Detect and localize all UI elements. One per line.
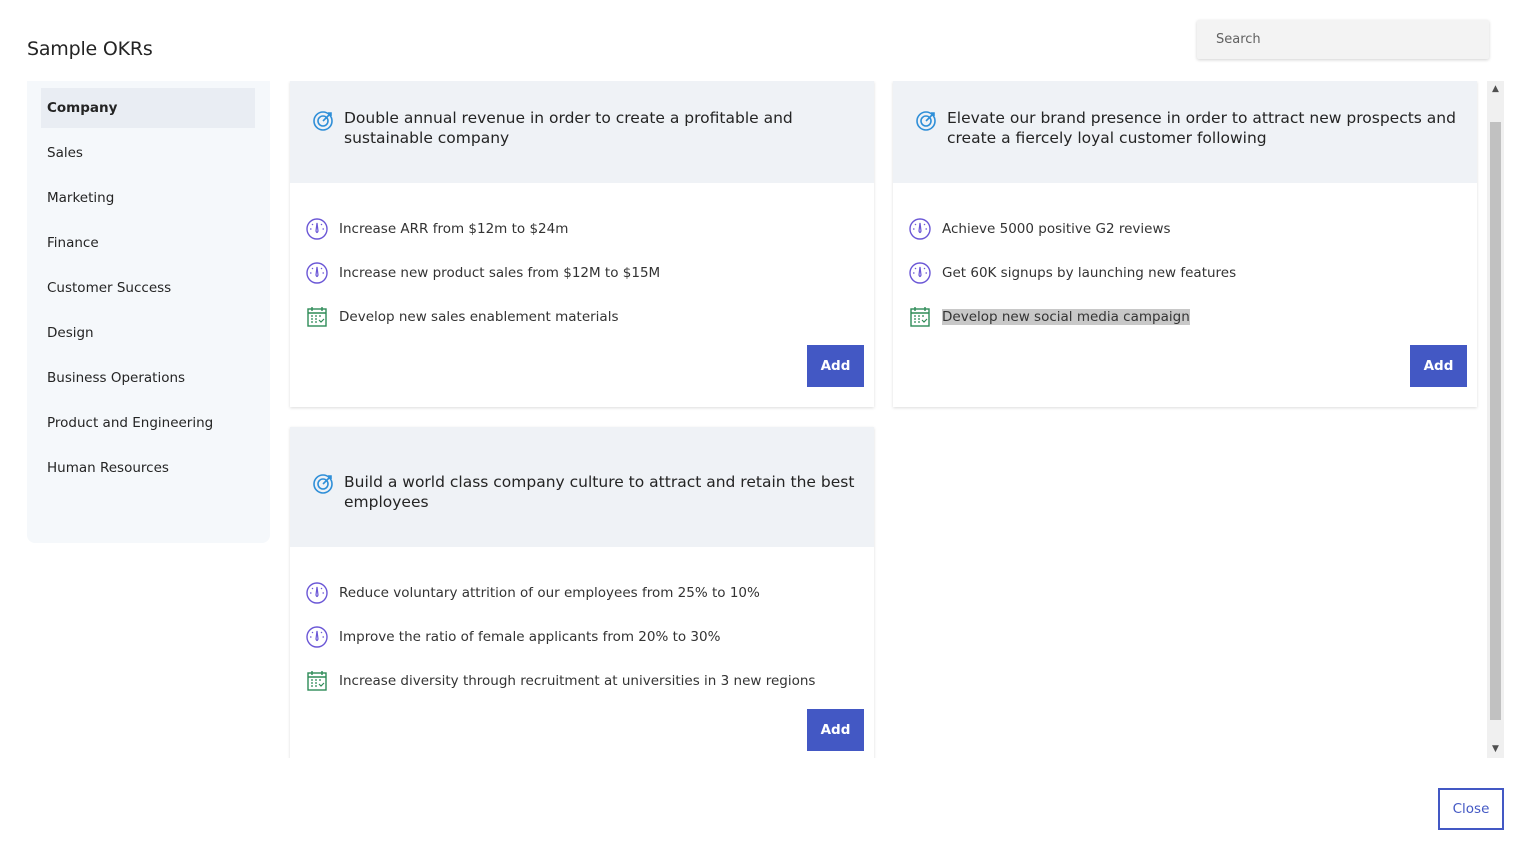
sidebar-item-marketing[interactable]: Marketing [47, 190, 115, 206]
gauge-icon [305, 261, 329, 285]
key-result-item [305, 581, 760, 605]
sidebar-item-design[interactable]: Design [47, 325, 94, 341]
key-result-item [305, 669, 815, 693]
scroll-down-arrow-icon[interactable]: ▼ [1492, 744, 1499, 754]
key-result-item [305, 305, 619, 329]
card-header [290, 427, 874, 547]
scroll-up-arrow-icon[interactable]: ▲ [1492, 84, 1499, 94]
add-button[interactable]: Add [807, 345, 864, 387]
target-icon [311, 109, 335, 133]
category-sidebar [27, 81, 270, 543]
calendar-icon [305, 305, 329, 329]
key-result-item [908, 261, 1236, 285]
key-result-text: Develop new sales enablement materials [339, 309, 619, 325]
key-result-text: Develop new social media campaign [942, 309, 1190, 325]
key-result-text: Achieve 5000 positive G2 reviews [942, 221, 1171, 237]
okr-cards-area [285, 81, 1489, 758]
sidebar-item-customer-success[interactable]: Customer Success [47, 280, 172, 296]
card-header [893, 81, 1477, 183]
key-result-item [908, 305, 1190, 329]
add-button[interactable]: Add [807, 709, 864, 751]
okr-card [893, 81, 1477, 407]
key-result-item [908, 217, 1171, 241]
add-button[interactable]: Add [1410, 345, 1467, 387]
sidebar-item-company[interactable]: Company [41, 88, 255, 128]
okr-card [290, 81, 874, 407]
key-result-item [305, 625, 720, 649]
sidebar-item-business-operations[interactable]: Business Operations [47, 370, 186, 386]
dialog-title: Sample OKRs [27, 38, 153, 60]
card-header [290, 81, 874, 183]
gauge-icon [908, 261, 932, 285]
target-icon [914, 109, 938, 133]
sidebar-item-finance[interactable]: Finance [47, 235, 99, 251]
sidebar-item-sales[interactable]: Sales [47, 145, 83, 161]
sidebar-item-human-resources[interactable]: Human Resources [47, 460, 169, 476]
okr-card [290, 427, 874, 758]
key-result-text: Reduce voluntary attrition of our employees from 25% to 10% [339, 585, 760, 601]
key-result-text: Increase new product sales from $12M to $15M [339, 265, 661, 281]
gauge-icon [305, 625, 329, 649]
key-result-text: Increase ARR from $12m to $24m [339, 221, 569, 237]
gauge-icon [305, 217, 329, 241]
objective-title: Double annual revenue in order to create a profitable and sustainable company [344, 109, 793, 147]
key-result-item [305, 261, 660, 285]
sidebar-item-product-and-engineering[interactable]: Product and Engineering [47, 415, 214, 431]
close-button[interactable]: Close [1438, 788, 1504, 830]
target-icon [311, 472, 335, 496]
key-result-text: Get 60K signups by launching new features [942, 265, 1237, 281]
objective-title: Elevate our brand presence in order to attract new prospects and create a fiercely loyal customer following [947, 109, 1456, 147]
key-result-text: Increase diversity through recruitment at universities in 3 new regions [339, 673, 816, 689]
gauge-icon [908, 217, 932, 241]
calendar-icon [908, 305, 932, 329]
objective-title: Build a world class company culture to attract and retain the best employees [344, 473, 855, 511]
scrollbar-thumb[interactable] [1490, 122, 1501, 720]
search-input[interactable] [1197, 20, 1489, 59]
gauge-icon [305, 581, 329, 605]
key-result-text: Improve the ratio of female applicants from 20% to 30% [339, 629, 721, 645]
calendar-icon [305, 669, 329, 693]
key-result-item [305, 217, 568, 241]
vertical-scrollbar[interactable] [1487, 81, 1504, 758]
